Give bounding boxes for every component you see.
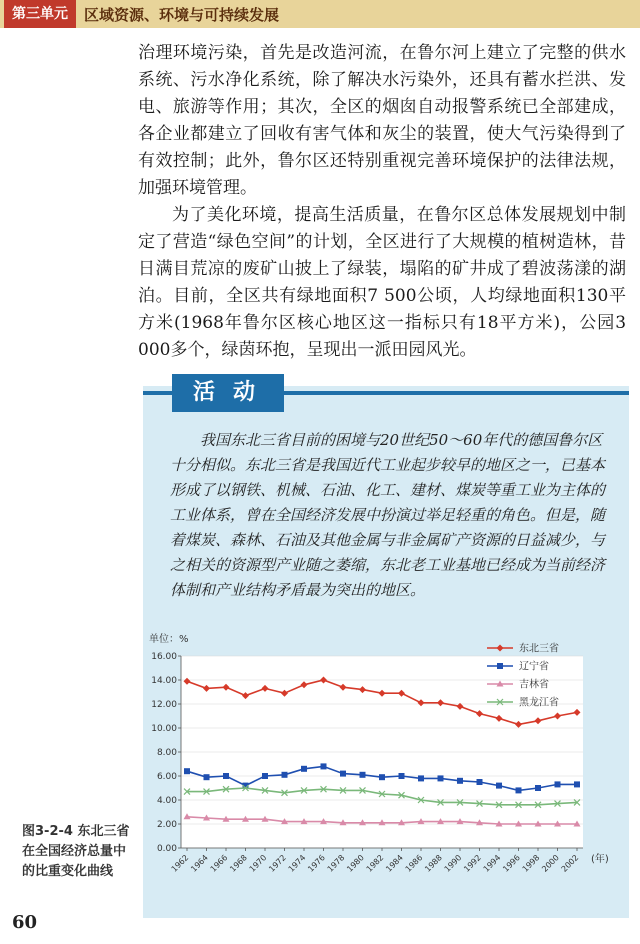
caption-line: 在全国经济总量中 [22,844,127,859]
y-tick-label: 12.00 [151,700,177,710]
y-tick-label: 2.00 [156,820,177,830]
x-tick-label: 1988 [423,853,444,874]
x-tick-label: 1986 [403,853,425,874]
text-line: 统、污水净化系统，除了解决水污染外，还具有蓄水拦洪、发电、 [138,70,627,117]
page-number: 60 [12,912,38,933]
x-tick-label: 2000 [540,853,561,874]
x-tick-label: 1982 [364,853,386,874]
y-tick-label: 0.00 [156,844,177,854]
data-point [477,779,483,785]
unit-title: 区域资源、环境与可持续发展 [84,5,280,24]
data-point [262,773,268,779]
activity-tab: 活动 [172,374,284,412]
figure-caption [22,822,152,882]
data-point [360,772,366,778]
data-point [496,783,502,789]
x-tick-label: 1964 [189,853,210,874]
data-point [223,773,229,779]
y-tick-label: 6.00 [156,772,177,782]
data-point [535,785,541,791]
x-tick-label: 1978 [325,853,347,874]
x-tick-label: 1998 [520,853,542,874]
text-line: 治理环境污染，首先是改造河流，在鲁尔河上建立了完整的供水系 [138,43,626,90]
text-line: 管理。 [206,178,257,198]
paragraph-1 [138,40,626,202]
page-header [0,0,640,28]
legend-label: 吉林省 [519,679,549,691]
x-tick-label: 1972 [267,853,288,874]
data-point [204,774,210,780]
data-point [438,775,444,781]
line-chart [143,628,629,918]
data-point [340,771,346,777]
data-point [301,766,307,772]
y-tick-label: 4.00 [156,796,177,806]
data-point [418,775,424,781]
x-tick-label: 1966 [208,853,230,874]
data-point [282,772,288,778]
x-tick-label: 1990 [442,853,464,874]
data-point [457,778,463,784]
chart-svg [143,628,629,918]
text-line: 了营造“绿色空间”的计划，全区进行了大规模的植树造林，昔日 [138,232,626,279]
text-line: 旅游等作用；其次，全区的烟囱自动报警系统已全部建成，各企业 [138,97,627,144]
x-tick-label: 1968 [228,853,249,874]
data-point [321,763,327,769]
activity-text [170,428,616,603]
text-line: 工业体系，曾在全国经济发展中扮演过举足轻重的角色。但是，随 [170,506,606,524]
x-tick-label: 2002 [559,853,581,874]
x-tick-label: 1980 [345,853,366,874]
data-point [574,781,580,787]
unit-badge: 第三单元 [4,0,76,28]
x-tick-label: 1992 [462,853,483,874]
x-tick-label: 1976 [306,853,327,874]
main-text [138,40,626,364]
data-point [555,781,561,787]
text-line: 济体制和产业结构矛盾最为突出的地区。 [170,556,606,599]
x-tick-label: 1974 [286,853,308,874]
x-tick-label: 1962 [169,853,191,874]
data-point [516,787,522,793]
text-line: 我国东北三省目前的困境与20世纪50～60年代的德国鲁尔区 [200,431,603,449]
text-line: 满目荒凉的废矿山披上了绿装，塌陷的矿井成了碧波荡漾的湖泊。 [138,259,627,306]
y-tick-label: 14.00 [151,676,177,686]
text-line: 形成了以钢铁、机械、石油、化工、建材、煤炭等重工业为主体的 [170,481,606,499]
caption-line: 图3-2-4 东北三省 [22,824,130,839]
y-axis-label: 单位：% [149,634,189,645]
text-line: 制；此外，鲁尔区还特别重视完善环境保护的法律法规，加强环境 [138,151,627,198]
caption-line: 的比重变化曲线 [22,864,114,879]
data-point [399,773,405,779]
text-line: 绿茵环抱，呈现出一派田园风光。 [221,340,477,360]
text-line: 之相关的资源型产业随之萎缩，东北老工业基地已经成为当前经 [170,556,591,574]
text-line: (1968年鲁尔区核心地区这一指标只有18平方米)，公园3 000多个， [138,313,627,360]
x-tick-label: 1996 [501,853,522,874]
data-point [497,645,504,652]
x-tick-label: 1970 [247,853,269,874]
paragraph-2 [138,202,626,364]
y-tick-label: 10.00 [151,724,177,734]
text-line: 目前，全区共有绿地面积7 500公顷，人均绿地面积130平方米 [138,286,627,333]
text-line: 十分相似。东北三省是我国近代工业起步较早的地区之一，已基本 [170,456,606,474]
legend-label: 东北三省 [519,643,559,655]
data-point [379,774,385,780]
x-axis-label: (年) [591,854,609,865]
data-point [184,768,190,774]
legend-label: 辽宁省 [519,661,549,673]
text-line: 着煤炭、森林、石油及其他金属与非金属矿产资源的日益减少，与 [170,531,606,549]
text-line: 都建立了回收有害气体和灰尘的装置，使大气污染得到了有效控 [138,124,627,171]
x-tick-label: 1994 [481,853,503,874]
data-point [497,663,503,669]
y-tick-label: 16.00 [151,652,177,662]
activity-paragraph [170,428,616,603]
legend-label: 黑龙江省 [519,697,559,709]
x-tick-label: 1984 [384,853,405,874]
text-line: 为了美化环境，提高生活质量，在鲁尔区总体发展规划中制定 [138,205,626,252]
y-tick-label: 8.00 [156,748,177,758]
